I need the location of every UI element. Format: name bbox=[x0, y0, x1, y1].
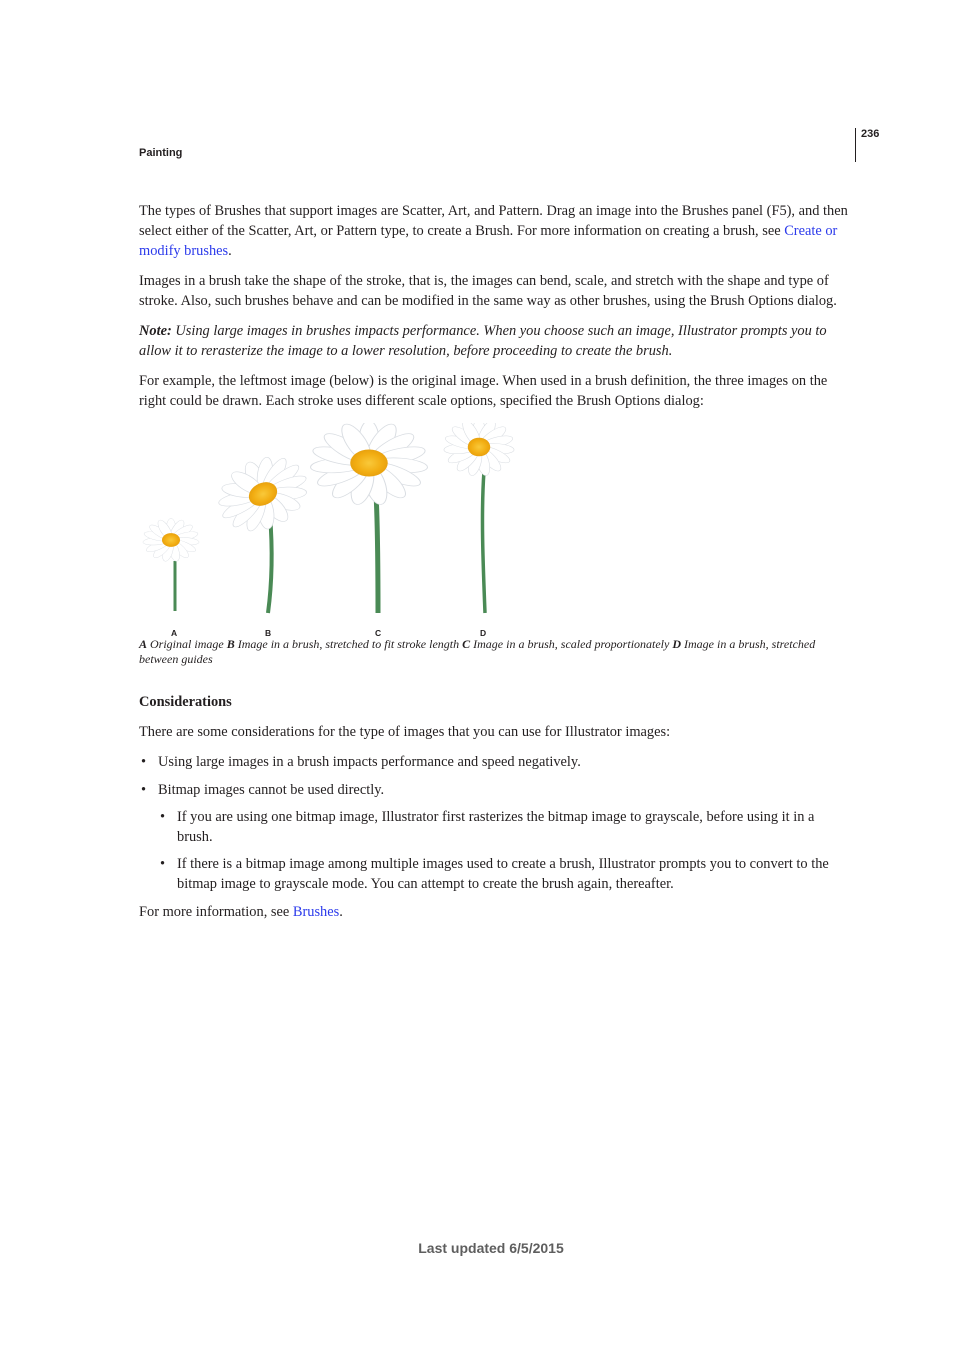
considerations-heading: Considerations bbox=[139, 694, 232, 710]
considerations-intro: There are some considerations for the type of images that you can use for Illustrator images: bbox=[139, 724, 671, 740]
note-paragraph: Note: Using large images in brushes impacts performance. When you choose such an image, Illustrator prompts you to allow it to rerasterize the image to a lower resolution, before proceeding to create the brush. bbox=[139, 323, 827, 359]
figure-caption: A Original image B Image in a brush, stretched to fit stroke length C Image in a brush, scaled proportionately D Image in a brush, stretched between guides bbox=[139, 637, 816, 666]
daisy-illustration bbox=[139, 423, 851, 623]
considerations-list bbox=[139, 752, 851, 894]
note-label: Note: bbox=[139, 323, 172, 339]
page-number: 236 bbox=[861, 128, 880, 140]
figure-label-c: C bbox=[375, 628, 382, 638]
list-item: • Using large images in a brush impacts performance and speed negatively. bbox=[139, 752, 851, 772]
more-info-paragraph: For more information, see Brushes. bbox=[139, 904, 343, 920]
brushes-link[interactable]: Brushes bbox=[292, 904, 340, 920]
daisy-c bbox=[310, 423, 429, 613]
daisy-a bbox=[142, 518, 199, 611]
list-item: • If there is a bitmap image among multiple images used to create a brush, Illustrator prompts you to convert to the bitmap image to grayscale mode. You can attempt to create the brush again, thereafter. bbox=[158, 854, 851, 894]
intro-paragraph: The types of Brushes that support images are Scatter, Art, and Pattern. Drag an image into the Brushes panel (F5), and then select either of the Scatter, Art, or Pattern type, to create a Brush. For more information on creating a brush, see Create or modify brushes. bbox=[139, 203, 848, 259]
bitmap-sublist bbox=[158, 807, 851, 894]
list-item: • If you are using one bitmap image, Illustrator first rasterizes the bitmap image to grayscale, before using it in a brush. bbox=[158, 807, 851, 847]
daisy-b bbox=[206, 443, 320, 613]
last-updated-footer: Last updated 6/5/2015 bbox=[418, 1240, 564, 1256]
figure-label-a: A bbox=[171, 628, 178, 638]
main-content bbox=[139, 201, 851, 932]
list-item: • Bitmap images cannot be used directly. • If you are using one bitmap image, Illustrator first rasterizes the bitmap image to grayscale, before using it in a brush. • If there is a bitmap image among multiple images used to create a brush, Illustrator prompts you to convert to the bitmap image to grayscale mode. You can attempt to create the brush again, thereafter. bbox=[139, 780, 851, 894]
example-paragraph: For example, the leftmost image (below) is the original image. When used in a brush definition, the three images on the right could be drawn. Each stroke uses different scale options, specified the Brush Options dialog: bbox=[139, 373, 828, 409]
daisy-d bbox=[443, 423, 514, 613]
brush-figure bbox=[139, 423, 851, 638]
create-modify-brushes-link[interactable]: Create or modify brushes bbox=[139, 223, 838, 259]
page-number-rule bbox=[855, 128, 856, 162]
figure-label-d: D bbox=[480, 628, 487, 638]
shape-paragraph: Images in a brush take the shape of the stroke, that is, the images can bend, scale, and stretch with the shape and type of stroke. Also, such brushes behave and can be modified in the same way as other brushes, using the Brush Options dialog. bbox=[139, 273, 837, 309]
figure-label-b: B bbox=[265, 628, 272, 638]
section-title: Painting bbox=[139, 147, 183, 159]
